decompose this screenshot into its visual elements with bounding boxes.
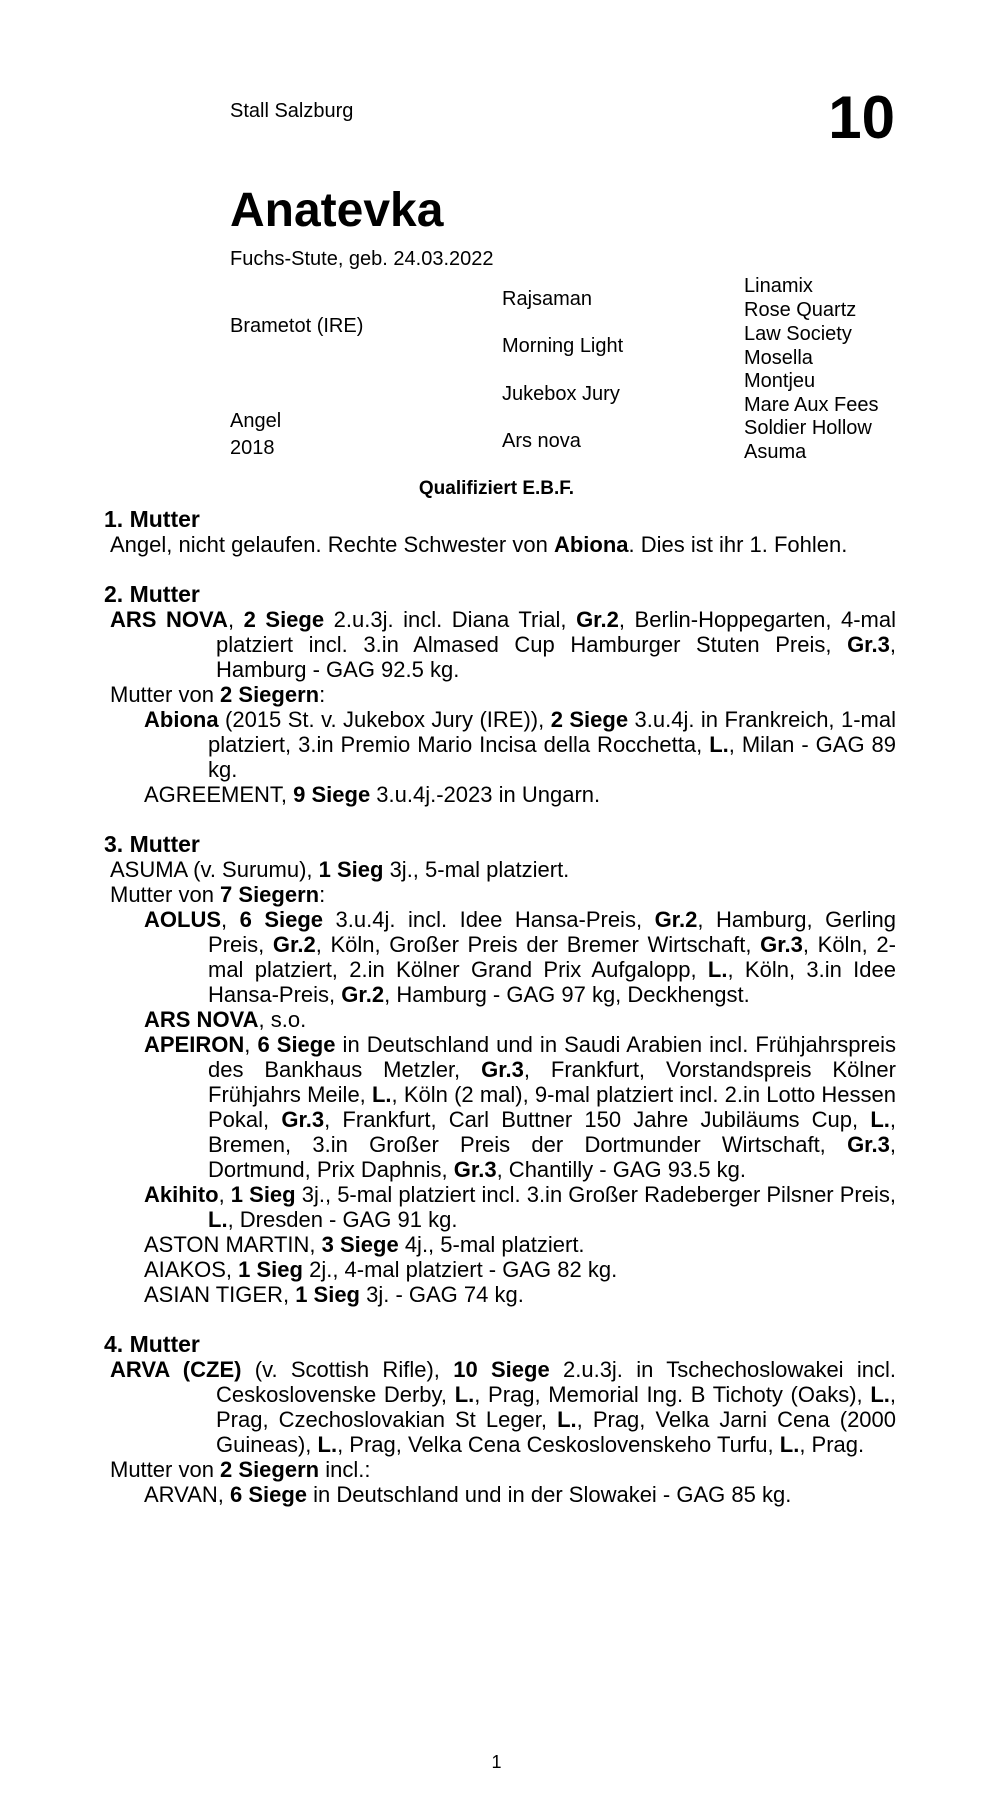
pedigree-entry [144, 1232, 896, 1257]
bold-text: Gr.2 [272, 932, 316, 957]
dam-section [104, 832, 896, 1307]
dam-section [104, 1332, 896, 1507]
entry-text: , Prag, Czechoslovakian St Leger, [216, 1382, 896, 1432]
entry-text: , [244, 1032, 258, 1057]
bold-text: 6 Siege [239, 907, 324, 932]
bold-text: L. [870, 1382, 890, 1407]
bold-text: ARS NOVA [110, 607, 228, 632]
pedigree-entry [144, 1007, 896, 1032]
pedigree-great-grandparent: Mare Aux Fees [744, 394, 879, 416]
bold-text: L. [454, 1382, 475, 1407]
bold-text: Gr.3 [847, 1132, 890, 1157]
entry-text: , Bremen, 3.in Großer Preis der Dortmunder Wirtschaft, [208, 1107, 896, 1157]
bold-text: 2 Siege [550, 707, 629, 732]
entry-text: , Köln (2 mal), 9-mal platziert incl. 2.in Lotto Hessen Pokal, [208, 1082, 896, 1132]
entry-text: (v. Scottish Rifle), [241, 1357, 454, 1382]
horse-name: Anatevka [230, 184, 444, 237]
entry-text: , Dresden - GAG 91 kg. [227, 1207, 458, 1232]
bold-text: 9 Siege [293, 782, 371, 807]
bold-text: Gr.3 [760, 932, 803, 957]
entry-text: , Berlin-Hoppegarten, 4-mal platziert incl. 3.in Almased Cup Hamburger Stuten Preis, [216, 607, 896, 657]
entry-text: , Frankfurt, Carl Buttner 150 Jahre Jubiläums Cup, [324, 1107, 871, 1132]
pedigree-great-grandparent: Linamix [744, 275, 813, 297]
bold-text: 6 Siege [257, 1032, 336, 1057]
pedigree-great-grandparent: Soldier Hollow [744, 417, 872, 439]
bold-text: 1 Sieg [238, 1257, 303, 1282]
bold-text: Akihito [144, 1182, 219, 1207]
section-heading: 2. Mutter [104, 581, 200, 607]
entry-text: 3j., 5-mal platziert incl. 3.in Großer Radeberger Pilsner Preis, [295, 1182, 896, 1207]
pedigree-entry [110, 682, 896, 707]
entry-text: ARVAN, [144, 1482, 230, 1507]
pedigree-entry [144, 1182, 896, 1232]
bold-text: L. [317, 1432, 338, 1457]
bold-text: 2 Siege [243, 607, 325, 632]
entry-text: , Köln, Großer Preis der Bremer Wirtschaft, [315, 932, 761, 957]
pedigree-grandparent: Morning Light [502, 335, 624, 357]
pedigree-entry [110, 1457, 896, 1482]
bold-text: Gr.2 [341, 982, 385, 1007]
entry-text: , Köln, 3.in Idee Hansa-Preis, [208, 957, 896, 1007]
entry-text: 3j. - GAG 74 kg. [360, 1282, 524, 1307]
dam-section [104, 582, 896, 807]
pedigree-entry [110, 532, 896, 557]
entry-text: Mutter von [110, 682, 221, 707]
entry-text: , Hamburg - GAG 92.5 kg. [216, 632, 896, 682]
pedigree-entry [110, 1357, 896, 1457]
entry-text: in Deutschland und in Saudi Arabien incl. Frühjahrspreis des Bankhaus Metzler, [208, 1032, 896, 1082]
entry-text: Mutter von [110, 882, 221, 907]
bold-text: 1 Sieg [318, 857, 384, 882]
bold-text: Gr.3 [453, 1157, 497, 1182]
bold-text: L. [779, 1432, 800, 1457]
pedigree-sire: Brametot (IRE) [230, 315, 364, 337]
entry-text: , [227, 607, 244, 632]
pedigree-grandparent: Rajsaman [502, 288, 593, 310]
entry-text: , Prag, Velka Jarni Cena (2000 Guineas), [216, 1407, 897, 1457]
bold-text: L. [707, 957, 728, 982]
pedigree-great-grandparent: Rose Quartz [744, 299, 857, 321]
bold-text: 10 Siege [453, 1357, 550, 1382]
entry-text: 3.u.4j. incl. Idee Hansa-Preis, [323, 907, 655, 932]
bold-text: L. [870, 1107, 890, 1132]
bold-text: Gr.3 [847, 632, 890, 657]
entry-text: 3j., 5-mal platziert. [383, 857, 570, 882]
entry-text: AGREEMENT, [144, 782, 294, 807]
bold-text: AOLUS [144, 907, 221, 932]
pedigree-entry [144, 1482, 896, 1507]
section-heading: 1. Mutter [104, 506, 200, 532]
entry-text: ASIAN TIGER, [144, 1282, 296, 1307]
female-line-sections [104, 507, 896, 1507]
entry-text: : [319, 882, 326, 907]
bold-text: Abiona [553, 532, 629, 557]
pedigree-entry [144, 1282, 896, 1307]
bold-text: Gr.2 [654, 907, 698, 932]
bold-text: L. [208, 1207, 228, 1232]
entry-text: 3.u.4j. in Frankreich, 1-mal platziert, 3.in Premio Mario Incisa della Rocchetta, [208, 707, 897, 757]
entry-text: , Hamburg - GAG 97 kg, Deckhengst. [384, 982, 750, 1007]
entry-text: , Köln, 2-mal platziert, 2.in Kölner Grand Prix Aufgalopp, [208, 932, 896, 982]
pedigree-entry [144, 707, 896, 782]
lot-number: 10 [828, 84, 895, 151]
bold-text: 1 Sieg [230, 1182, 296, 1207]
pedigree-entry [110, 857, 896, 882]
entry-text: , Chantilly - GAG 93.5 kg. [496, 1157, 747, 1182]
pedigree-entry [144, 782, 896, 807]
entry-text: , Prag, Memorial Ing. B Tichoty (Oaks), [474, 1382, 871, 1407]
entry-text: ASUMA (v. Surumu), [110, 857, 319, 882]
entry-text: , s.o. [258, 1007, 307, 1032]
page-number: 1 [491, 1752, 502, 1772]
bold-text: ARS NOVA [144, 1007, 259, 1032]
bold-text: L. [709, 732, 729, 757]
dam-section [104, 507, 896, 557]
qualification-note: Qualifiziert E.B.F. [418, 478, 575, 499]
pedigree-great-grandparent: Asuma [744, 441, 807, 463]
entry-text: 2j., 4-mal platziert - GAG 82 kg. [302, 1257, 618, 1282]
pedigree-dam: Angel [230, 410, 282, 432]
section-heading: 3. Mutter [104, 831, 200, 857]
entry-text: Angel, nicht gelaufen. Rechte Schwester von [110, 532, 554, 557]
pedigree-entry [110, 607, 896, 682]
entry-text: incl.: [319, 1457, 371, 1482]
bold-text: L. [557, 1407, 577, 1432]
entry-text: 3.u.4j.-2023 in Ungarn. [370, 782, 601, 807]
bold-text: 3 Siege [321, 1232, 399, 1257]
bold-text: ARVA (CZE) [110, 1357, 242, 1382]
bold-text: APEIRON [144, 1032, 245, 1057]
entry-text: 2.u.3j. incl. Diana Trial, [324, 607, 577, 632]
bold-text: Gr.2 [576, 607, 619, 632]
bold-text: 7 Siegern [220, 882, 320, 907]
entry-text: , Prag, Velka Cena Ceskoslovenskeho Turfu, [337, 1432, 780, 1457]
entry-text: in Deutschland und in der Slowakei - GAG 85 kg. [307, 1482, 792, 1507]
pedigree-entry [144, 1032, 896, 1182]
entry-text: , Prag. [799, 1432, 865, 1457]
bold-text: 1 Sieg [295, 1282, 360, 1307]
pedigree-great-grandparent: Mosella [744, 347, 813, 369]
entry-text: , [218, 1182, 231, 1207]
pedigree-dam-year: 2018 [230, 437, 275, 459]
pedigree-entry [144, 1257, 896, 1282]
section-heading: 4. Mutter [104, 1331, 200, 1357]
entry-text: , [221, 907, 240, 932]
pedigree-entry [110, 882, 896, 907]
pedigree-entry [144, 907, 896, 1007]
entry-text: . Dies ist ihr 1. Fohlen. [628, 532, 848, 557]
pedigree-great-grandparent: Law Society [744, 323, 852, 345]
entry-text: , Frankfurt, Vorstandspreis Kölner Frühjahrs Meile, [208, 1057, 896, 1107]
pedigree-great-grandparent: Montjeu [744, 370, 816, 392]
bold-text: 2 Siegern [220, 682, 320, 707]
entry-text: , Milan - GAG 89 kg. [208, 732, 896, 782]
pedigree-grandparent: Ars nova [502, 430, 581, 452]
entry-text: , Dortmund, Prix Daphnis, [208, 1132, 896, 1182]
stable-name: Stall Salzburg [230, 100, 354, 122]
bold-text: Gr.3 [481, 1057, 524, 1082]
entry-text: 4j., 5-mal platziert. [398, 1232, 585, 1257]
bold-text: 6 Siege [230, 1482, 308, 1507]
entry-text: Mutter von [110, 1457, 221, 1482]
bold-text: L. [371, 1082, 392, 1107]
entry-text: AIAKOS, [144, 1257, 239, 1282]
entry-text: ASTON MARTIN, [144, 1232, 322, 1257]
bold-text: 2 Siegern [220, 1457, 320, 1482]
horse-description: Fuchs-Stute, geb. 24.03.2022 [230, 248, 494, 270]
entry-text: (2015 St. v. Jukebox Jury (IRE)), [218, 707, 551, 732]
pedigree-grandparent: Jukebox Jury [502, 383, 620, 405]
entry-text: : [319, 682, 326, 707]
bold-text: Abiona [144, 707, 219, 732]
entry-text: , Hamburg, Gerling Preis, [208, 907, 896, 957]
entry-text: 2.u.3j. in Tschechoslowakei incl. Ceskoslovenske Derby, [216, 1357, 897, 1407]
bold-text: Gr.3 [281, 1107, 325, 1132]
